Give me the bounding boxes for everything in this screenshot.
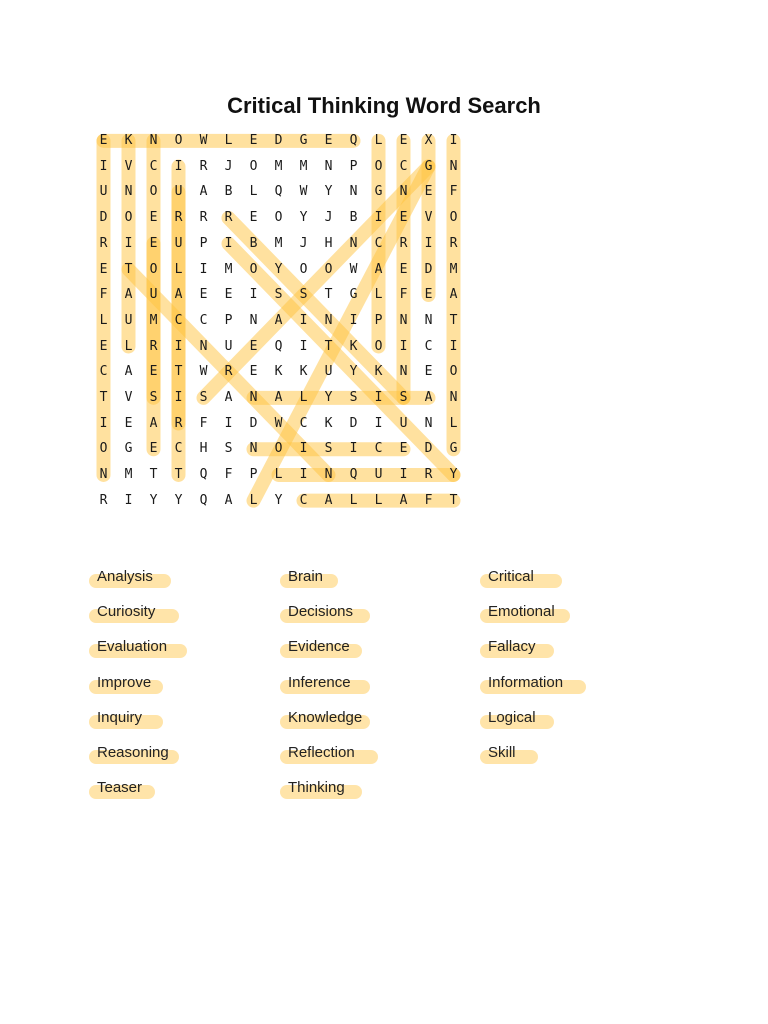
grid-letter[interactable]: I xyxy=(349,312,358,328)
grid-letter[interactable]: Q xyxy=(199,492,208,508)
grid-letter[interactable]: Q xyxy=(349,133,358,148)
grid-letter[interactable]: E xyxy=(99,261,108,277)
grid-letter[interactable]: I xyxy=(174,158,183,174)
grid-letter[interactable]: W xyxy=(274,415,283,431)
grid-letter[interactable]: I xyxy=(299,467,308,483)
grid-letter[interactable]: C xyxy=(99,364,108,380)
grid-letter[interactable]: E xyxy=(124,415,133,431)
grid-letter[interactable]: D xyxy=(274,133,283,148)
grid-letter[interactable]: L xyxy=(249,184,258,200)
grid-letter[interactable]: G xyxy=(449,441,458,457)
grid-letter[interactable]: A xyxy=(199,184,208,200)
grid-letter[interactable]: L xyxy=(224,133,233,148)
grid-letter[interactable]: Q xyxy=(199,467,208,483)
grid-letter[interactable]: Q xyxy=(274,184,283,200)
grid-letter[interactable]: V xyxy=(424,210,433,226)
grid-letter[interactable]: T xyxy=(324,287,333,303)
grid-letter[interactable]: L xyxy=(249,492,258,508)
grid-letter[interactable]: R xyxy=(174,415,183,431)
grid-letter[interactable]: U xyxy=(174,184,183,200)
grid-letter[interactable]: R xyxy=(149,338,158,354)
grid-letter[interactable]: N xyxy=(324,467,333,483)
grid-letter[interactable]: E xyxy=(424,287,433,303)
grid-letter[interactable]: N xyxy=(324,158,333,174)
grid-letter[interactable]: L xyxy=(274,467,283,483)
grid-letter[interactable]: N xyxy=(424,312,433,328)
grid-letter[interactable]: I xyxy=(174,338,183,354)
grid-letter[interactable]: E xyxy=(224,287,233,303)
grid-letter[interactable]: W xyxy=(199,133,208,148)
word-list-item: Information xyxy=(488,673,564,691)
grid-letter[interactable]: Y xyxy=(174,492,183,508)
grid-letter[interactable]: Y xyxy=(324,390,333,405)
grid-letter[interactable]: O xyxy=(274,210,283,226)
grid-letter[interactable]: O xyxy=(274,441,283,457)
grid-letter[interactable]: I xyxy=(99,158,108,174)
word-list-item: Skill xyxy=(488,744,516,761)
grid-letter[interactable]: M xyxy=(149,312,158,328)
grid-letter[interactable]: N xyxy=(399,184,408,200)
grid-letter[interactable]: N xyxy=(199,338,208,354)
grid-letter[interactable]: O xyxy=(374,338,383,354)
grid-letter[interactable]: H xyxy=(324,235,333,251)
word-list-item: Analysis xyxy=(97,568,153,585)
grid-letter[interactable]: C xyxy=(374,235,383,251)
grid-letter[interactable]: E xyxy=(399,261,408,277)
grid-letter[interactable]: R xyxy=(399,235,408,251)
grid-letter[interactable]: E xyxy=(149,235,158,251)
grid-letter[interactable]: I xyxy=(224,235,233,251)
grid-letter[interactable]: F xyxy=(99,287,108,303)
grid-letter[interactable]: S xyxy=(324,441,333,457)
grid-letter[interactable]: N xyxy=(99,467,108,483)
grid-letter[interactable]: L xyxy=(374,492,383,508)
grid-letter[interactable]: F xyxy=(199,415,208,431)
grid-letter[interactable]: U xyxy=(399,415,408,431)
grid-letter[interactable]: W xyxy=(349,261,358,277)
word-list-item: Reasoning xyxy=(97,744,169,761)
grid-letter[interactable]: G xyxy=(349,287,358,303)
grid-letter[interactable]: P xyxy=(349,158,358,174)
grid-letter[interactable]: N xyxy=(449,390,458,405)
grid-letter[interactable]: E xyxy=(324,133,333,148)
grid-letter[interactable]: M xyxy=(299,158,308,174)
grid-letter[interactable]: I xyxy=(224,415,233,431)
grid-letter[interactable]: Q xyxy=(274,338,283,354)
grid-letter[interactable]: Y xyxy=(274,492,283,508)
grid-letter[interactable]: Y xyxy=(324,184,333,200)
grid-letter[interactable]: B xyxy=(249,235,258,251)
word-list-item: Evaluation xyxy=(97,638,168,656)
grid-letter[interactable]: Y xyxy=(274,261,283,277)
grid-letter[interactable]: O xyxy=(124,210,133,226)
grid-letter[interactable]: V xyxy=(124,158,133,174)
grid-letter[interactable]: S xyxy=(274,287,283,303)
page-title: Critical Thinking Word Search xyxy=(227,93,541,118)
grid-letter[interactable]: I xyxy=(174,390,183,405)
word-list-item: Curiosity xyxy=(97,603,156,621)
grid-letter[interactable]: N xyxy=(124,184,133,200)
grid-letter[interactable]: P xyxy=(224,312,233,328)
grid-letter[interactable]: R xyxy=(449,235,458,251)
grid-letter[interactable]: S xyxy=(224,441,233,457)
word-list-item: Reflection xyxy=(288,744,355,761)
grid-letter[interactable]: M xyxy=(224,261,233,277)
word-list-item: Brain xyxy=(288,568,324,585)
grid-letter[interactable]: K xyxy=(374,364,383,380)
grid-letter[interactable]: L xyxy=(124,338,133,354)
grid-letter[interactable]: C xyxy=(174,441,183,457)
grid-letter[interactable]: E xyxy=(249,338,258,354)
grid-letter[interactable]: D xyxy=(349,415,358,431)
word-list-item: Inference xyxy=(288,673,351,691)
grid-letter[interactable]: O xyxy=(449,364,458,380)
grid-letter[interactable]: C xyxy=(149,158,158,174)
grid-letter[interactable]: O xyxy=(449,210,458,226)
grid-letter[interactable]: A xyxy=(174,287,183,303)
grid-letter[interactable]: A xyxy=(124,287,133,303)
grid-letter[interactable]: K xyxy=(274,364,283,380)
grid-letter[interactable]: A xyxy=(374,261,383,277)
grid-letter[interactable]: A xyxy=(274,390,283,405)
word-list-item: Emotional xyxy=(488,603,555,621)
word-search-grid xyxy=(91,128,467,518)
grid-letter[interactable]: I xyxy=(299,312,308,328)
grid-letter[interactable]: P xyxy=(199,235,208,251)
grid-letter[interactable]: U xyxy=(224,338,233,354)
grid-letter[interactable]: S xyxy=(349,390,358,405)
grid-letter[interactable]: Y xyxy=(449,467,458,483)
grid-letter[interactable]: O xyxy=(149,184,158,200)
grid-letter[interactable]: O xyxy=(99,441,108,457)
grid-letter[interactable]: I xyxy=(374,415,383,431)
grid-letter[interactable]: R xyxy=(174,210,183,226)
grid-letter[interactable]: R xyxy=(99,235,108,251)
grid-letter[interactable]: I xyxy=(449,133,458,148)
grid-letter[interactable]: I xyxy=(299,338,308,354)
grid-letter[interactable]: N xyxy=(349,184,358,200)
grid-letter[interactable]: C xyxy=(174,312,183,328)
grid-letter[interactable]: V xyxy=(124,390,133,405)
grid-letter[interactable]: N xyxy=(249,312,258,328)
word-list-item: Teaser xyxy=(97,779,143,797)
grid-letter[interactable]: R xyxy=(424,467,433,483)
grid-letter[interactable]: I xyxy=(424,235,433,251)
grid-letter[interactable]: T xyxy=(449,312,458,328)
grid-letter[interactable]: T xyxy=(124,261,133,277)
grid-letter[interactable]: E xyxy=(249,133,258,148)
grid-letter[interactable]: F xyxy=(424,492,433,508)
grid-letter[interactable]: E xyxy=(399,210,408,226)
grid-letter[interactable]: D xyxy=(424,441,433,457)
grid-letter[interactable]: I xyxy=(99,415,108,431)
word-list-item: Critical xyxy=(488,568,534,585)
grid-letter[interactable]: T xyxy=(324,338,333,354)
grid-letter[interactable]: N xyxy=(249,390,258,405)
grid-letter[interactable]: W xyxy=(199,364,208,380)
grid-letter[interactable]: C xyxy=(199,312,208,328)
grid-letter[interactable]: E xyxy=(249,364,258,380)
grid-letter[interactable]: O xyxy=(324,261,333,277)
word-list-item: Decisions xyxy=(288,603,354,621)
grid-letter[interactable]: B xyxy=(224,184,233,200)
grid-letter[interactable]: F xyxy=(224,467,233,483)
grid-letter[interactable]: E xyxy=(99,133,108,148)
grid-letter[interactable]: G xyxy=(424,158,433,174)
grid-letter[interactable]: L xyxy=(374,287,383,303)
grid-letter[interactable]: C xyxy=(424,338,433,354)
grid-letter[interactable]: M xyxy=(274,158,283,174)
grid-letter[interactable]: Y xyxy=(149,492,158,508)
grid-letter[interactable]: I xyxy=(449,338,458,354)
grid-letter[interactable]: Y xyxy=(299,210,308,226)
grid-letter[interactable]: N xyxy=(399,312,408,328)
grid-letter[interactable]: Q xyxy=(349,467,358,483)
grid-letter[interactable]: R xyxy=(99,492,108,508)
grid-letter[interactable]: I xyxy=(374,210,383,226)
grid-letter[interactable]: L xyxy=(174,261,183,277)
grid-letter[interactable]: I xyxy=(399,467,408,483)
word-list-item: Fallacy xyxy=(488,638,536,656)
grid-letter[interactable]: N xyxy=(249,441,258,457)
grid-letter[interactable]: A xyxy=(224,492,233,508)
grid-letter[interactable]: K xyxy=(324,415,333,431)
grid-letter[interactable]: M xyxy=(274,235,283,251)
grid-letter[interactable]: L xyxy=(299,390,308,405)
grid-letter[interactable]: B xyxy=(349,210,358,226)
grid-letter[interactable]: L xyxy=(349,492,358,508)
grid-letter[interactable]: A xyxy=(149,415,158,431)
grid-letter[interactable]: X xyxy=(424,133,433,148)
grid-letter[interactable]: U xyxy=(149,287,158,303)
word-list xyxy=(0,560,768,820)
grid-letter[interactable]: J xyxy=(299,235,308,251)
grid-letter[interactable]: O xyxy=(249,261,258,277)
grid-letter[interactable]: N xyxy=(324,312,333,328)
grid-letter[interactable]: U xyxy=(99,184,108,200)
grid-letter[interactable]: A xyxy=(274,312,283,328)
word-list-item: Thinking xyxy=(288,779,345,797)
grid-letter[interactable]: E xyxy=(149,210,158,226)
grid-letter[interactable]: E xyxy=(249,210,258,226)
grid-letter[interactable]: O xyxy=(174,133,183,148)
grid-letter[interactable]: G xyxy=(124,441,133,457)
grid-letter[interactable]: S xyxy=(199,390,208,405)
word-list-item: Knowledge xyxy=(288,708,363,726)
grid-letter[interactable]: L xyxy=(374,133,383,148)
word-list-item: Evidence xyxy=(288,638,350,656)
grid-letter[interactable]: M xyxy=(124,467,133,483)
grid-letter[interactable]: K xyxy=(299,364,308,380)
grid-letter[interactable]: F xyxy=(449,184,458,200)
grid-letter[interactable]: F xyxy=(399,287,408,303)
grid-letter[interactable]: J xyxy=(324,210,333,226)
grid-letter[interactable]: S xyxy=(299,287,308,303)
grid-letter[interactable]: G xyxy=(374,184,383,200)
grid-letter[interactable]: I xyxy=(299,441,308,457)
grid-letter[interactable]: I xyxy=(124,492,133,508)
word-list-item: Inquiry xyxy=(97,708,143,726)
grid-letter[interactable]: J xyxy=(224,158,233,174)
grid-letter[interactable]: N xyxy=(349,235,358,251)
grid-letter[interactable]: R xyxy=(199,210,208,226)
grid-letter[interactable]: O xyxy=(299,261,308,277)
grid-letter[interactable]: A xyxy=(324,492,333,508)
grid-letter[interactable]: P xyxy=(249,467,258,483)
grid-letter[interactable]: W xyxy=(299,184,308,200)
grid-letter[interactable]: D xyxy=(249,415,258,431)
grid-letter[interactable]: K xyxy=(349,338,358,354)
word-list-item: Logical xyxy=(488,708,536,726)
grid-letter[interactable]: R xyxy=(224,364,233,380)
grid-letter[interactable]: A xyxy=(124,364,133,380)
grid-letter[interactable]: T xyxy=(174,364,183,380)
grid-letter[interactable]: I xyxy=(349,441,358,457)
grid-letter[interactable]: T xyxy=(449,492,458,508)
grid-letter[interactable]: A xyxy=(399,492,408,508)
grid-letter[interactable]: G xyxy=(299,133,308,148)
grid-letter[interactable]: E xyxy=(424,184,433,200)
grid-letter[interactable]: I xyxy=(199,261,208,277)
grid-letter[interactable]: O xyxy=(149,261,158,277)
grid-letter[interactable]: H xyxy=(199,441,208,457)
grid-letter[interactable]: O xyxy=(249,158,258,174)
grid-letter[interactable]: R xyxy=(199,158,208,174)
word-list-item: Improve xyxy=(97,673,152,691)
grid-letter[interactable]: D xyxy=(99,210,108,226)
grid-letter[interactable]: E xyxy=(424,364,433,380)
grid-letter[interactable]: E xyxy=(399,441,408,457)
grid-letter[interactable]: Y xyxy=(349,364,358,380)
grid-letter[interactable]: O xyxy=(374,158,383,174)
grid-letter[interactable]: I xyxy=(374,390,383,405)
grid-letter[interactable]: S xyxy=(149,390,158,405)
grid-letter[interactable]: C xyxy=(374,441,383,457)
grid-letter[interactable]: R xyxy=(224,210,233,226)
grid-letter[interactable]: D xyxy=(424,261,433,277)
grid-letter[interactable]: E xyxy=(149,441,158,457)
grid-letter[interactable]: U xyxy=(124,312,133,328)
grid-letter[interactable]: C xyxy=(299,415,308,431)
grid-letter[interactable]: N xyxy=(449,158,458,174)
grid-letter[interactable]: E xyxy=(399,133,408,148)
grid-letter[interactable]: A xyxy=(449,287,458,303)
grid-letter[interactable]: N xyxy=(149,133,158,148)
grid-letter[interactable]: P xyxy=(374,312,383,328)
grid-letter[interactable]: L xyxy=(449,415,458,431)
grid-letter[interactable]: C xyxy=(399,158,408,174)
grid-letter[interactable]: T xyxy=(99,390,108,405)
grid-letter[interactable]: S xyxy=(399,390,408,405)
grid-letter[interactable]: A xyxy=(424,390,433,405)
grid-letter[interactable]: L xyxy=(99,312,108,328)
grid-letter[interactable]: U xyxy=(324,364,333,380)
grid-letter[interactable]: I xyxy=(399,338,408,354)
grid-letter[interactable]: C xyxy=(299,492,308,508)
grid-letter[interactable]: U xyxy=(374,467,383,483)
grid-letter[interactable]: E xyxy=(149,364,158,380)
grid-letter[interactable]: T xyxy=(149,467,158,483)
grid-letter[interactable]: N xyxy=(424,415,433,431)
grid-letter[interactable]: I xyxy=(249,287,258,303)
grid-letter[interactable]: K xyxy=(124,133,133,148)
grid-letter[interactable]: U xyxy=(174,235,183,251)
grid-letter[interactable]: E xyxy=(199,287,208,303)
grid-letter[interactable]: M xyxy=(449,261,458,277)
grid-letter[interactable]: I xyxy=(124,235,133,251)
grid-letter[interactable]: T xyxy=(174,467,183,483)
grid-letter[interactable]: N xyxy=(399,364,408,380)
grid-letter[interactable]: A xyxy=(224,390,233,405)
grid-letter[interactable]: E xyxy=(99,338,108,354)
